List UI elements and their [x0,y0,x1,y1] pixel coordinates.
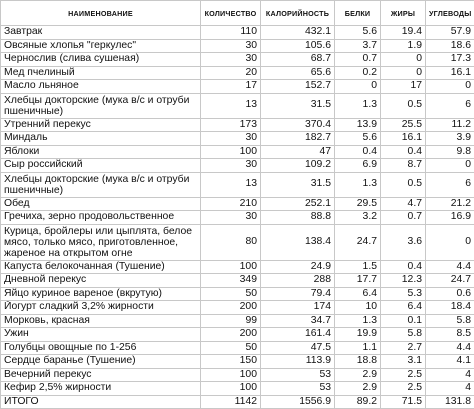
cell-calories: 34.7 [261,314,335,328]
cell-protein: 2.9 [335,368,381,382]
cell-carbs: 131.8 [426,395,474,409]
cell-name: Яблоки [1,145,201,159]
cell-carbs: 0 [426,224,474,260]
cell-calories: 182.7 [261,132,335,146]
header-carbs: УГЛЕВОДЫ [426,1,474,26]
cell-protein: 5.6 [335,132,381,146]
table-row [1,260,474,274]
cell-fat: 6.4 [381,301,426,315]
cell-carbs: 4 [426,382,474,396]
table-row [1,355,474,369]
table-row [1,341,474,355]
cell-carbs: 5.8 [426,314,474,328]
cell-quantity: 110 [201,26,261,40]
table-row [1,118,474,132]
cell-fat: 0.1 [381,314,426,328]
cell-name: Гречиха, зерно продовольственное [1,211,201,225]
cell-quantity: 100 [201,260,261,274]
cell-carbs: 11.2 [426,118,474,132]
cell-protein: 3.2 [335,211,381,225]
cell-fat: 12.3 [381,274,426,288]
cell-protein: 0.7 [335,53,381,67]
cell-name: Чернослив (слива сушеная) [1,53,201,67]
cell-name: Миндаль [1,132,201,146]
cell-fat: 0 [381,66,426,80]
cell-name: Ужин [1,328,201,342]
cell-calories: 53 [261,382,335,396]
cell-calories: 152.7 [261,80,335,94]
cell-protein: 1.5 [335,260,381,274]
cell-quantity: 80 [201,224,261,260]
cell-name: Завтрак [1,26,201,40]
table-row [1,314,474,328]
cell-name: Кефир 2,5% жирности [1,382,201,396]
cell-protein: 1.3 [335,314,381,328]
cell-protein: 13.9 [335,118,381,132]
cell-name: Мед пчелиный [1,66,201,80]
cell-quantity: 50 [201,287,261,301]
cell-carbs: 9.8 [426,145,474,159]
table-row [1,26,474,40]
cell-protein: 17.7 [335,274,381,288]
cell-carbs: 0.6 [426,287,474,301]
cell-carbs: 6 [426,172,474,197]
cell-carbs: 4.4 [426,260,474,274]
table-row [1,80,474,94]
cell-carbs: 3.9 [426,132,474,146]
cell-name: Хлебцы докторские (мука в/с и отруби пшеничные) [1,93,201,118]
cell-name: Утренний перекус [1,118,201,132]
cell-protein: 6.9 [335,159,381,173]
cell-quantity: 100 [201,382,261,396]
cell-calories: 432.1 [261,26,335,40]
cell-protein: 5.6 [335,26,381,40]
cell-fat: 0.7 [381,211,426,225]
cell-fat: 19.4 [381,26,426,40]
cell-calories: 65.6 [261,66,335,80]
cell-carbs: 4.4 [426,341,474,355]
cell-calories: 105.6 [261,39,335,53]
cell-calories: 113.9 [261,355,335,369]
cell-protein: 1.3 [335,93,381,118]
cell-calories: 161.4 [261,328,335,342]
cell-quantity: 20 [201,66,261,80]
header-calories: КАЛОРИЙНОСТЬ [261,1,335,26]
cell-quantity: 50 [201,341,261,355]
cell-quantity: 210 [201,197,261,211]
cell-quantity: 349 [201,274,261,288]
table-row [1,66,474,80]
cell-quantity: 30 [201,211,261,225]
header-row [1,1,474,26]
cell-fat: 8.7 [381,159,426,173]
table-row [1,132,474,146]
cell-quantity: 30 [201,159,261,173]
cell-quantity: 100 [201,145,261,159]
cell-quantity: 30 [201,132,261,146]
table-row [1,145,474,159]
cell-calories: 370.4 [261,118,335,132]
cell-carbs: 0 [426,80,474,94]
cell-quantity: 100 [201,368,261,382]
table-row [1,274,474,288]
cell-name: Сердце баранье (Тушение) [1,355,201,369]
cell-protein: 29.5 [335,197,381,211]
cell-protein: 24.7 [335,224,381,260]
table-row [1,93,474,118]
cell-name: Дневной перекус [1,274,201,288]
table-row [1,172,474,197]
cell-name: ИТОГО [1,395,201,409]
cell-quantity: 150 [201,355,261,369]
cell-calories: 68.7 [261,53,335,67]
cell-protein: 0 [335,80,381,94]
cell-carbs: 6 [426,93,474,118]
cell-protein: 0.2 [335,66,381,80]
cell-quantity: 200 [201,301,261,315]
table-row [1,382,474,396]
cell-carbs: 4.1 [426,355,474,369]
cell-fat: 2.7 [381,341,426,355]
cell-calories: 31.5 [261,172,335,197]
cell-carbs: 4 [426,368,474,382]
cell-fat: 0.4 [381,145,426,159]
cell-name: Вечерний перекус [1,368,201,382]
cell-quantity: 30 [201,53,261,67]
cell-carbs: 16.9 [426,211,474,225]
cell-fat: 17 [381,80,426,94]
cell-name: Масло льняное [1,80,201,94]
table-row [1,301,474,315]
table-row [1,197,474,211]
cell-fat: 5.3 [381,287,426,301]
table-row [1,368,474,382]
cell-name: Сыр российский [1,159,201,173]
cell-quantity: 17 [201,80,261,94]
cell-calories: 109.2 [261,159,335,173]
table-row [1,287,474,301]
cell-protein: 0.4 [335,145,381,159]
table-row [1,328,474,342]
cell-calories: 252.1 [261,197,335,211]
cell-fat: 3.1 [381,355,426,369]
cell-quantity: 1142 [201,395,261,409]
cell-name: Йогурт сладкий 3,2% жирности [1,301,201,315]
cell-calories: 47 [261,145,335,159]
cell-carbs: 16.1 [426,66,474,80]
header-name: НАИМЕНОВАНИЕ [1,1,201,26]
cell-calories: 79.4 [261,287,335,301]
cell-quantity: 13 [201,172,261,197]
cell-fat: 16.1 [381,132,426,146]
cell-carbs: 21.2 [426,197,474,211]
cell-carbs: 18.4 [426,301,474,315]
cell-fat: 2.5 [381,368,426,382]
cell-fat: 0 [381,53,426,67]
cell-carbs: 24.7 [426,274,474,288]
cell-carbs: 8.5 [426,328,474,342]
cell-protein: 19.9 [335,328,381,342]
cell-protein: 10 [335,301,381,315]
cell-protein: 18.8 [335,355,381,369]
table-row [1,53,474,67]
cell-quantity: 30 [201,39,261,53]
cell-protein: 1.3 [335,172,381,197]
cell-calories: 24.9 [261,260,335,274]
cell-calories: 138.4 [261,224,335,260]
cell-calories: 288 [261,274,335,288]
cell-name: Курица, бройлеры или цыплята, белое мясо, только мясо, приготовленное, жареное на открытом огне [1,224,201,260]
cell-carbs: 0 [426,159,474,173]
cell-quantity: 173 [201,118,261,132]
cell-name: Капуста белокочанная (Тушение) [1,260,201,274]
cell-calories: 174 [261,301,335,315]
cell-fat: 25.5 [381,118,426,132]
cell-calories: 31.5 [261,93,335,118]
cell-protein: 89.2 [335,395,381,409]
cell-protein: 6.4 [335,287,381,301]
cell-fat: 0.5 [381,172,426,197]
cell-carbs: 57.9 [426,26,474,40]
cell-calories: 53 [261,368,335,382]
cell-carbs: 18.6 [426,39,474,53]
cell-calories: 88.8 [261,211,335,225]
cell-quantity: 13 [201,93,261,118]
cell-fat: 0.5 [381,93,426,118]
header-quantity: КОЛИЧЕСТВО [201,1,261,26]
table-row [1,39,474,53]
cell-protein: 3.7 [335,39,381,53]
header-fat: ЖИРЫ [381,1,426,26]
table-row [1,211,474,225]
cell-name: Яйцо куриное вареное (вкрутую) [1,287,201,301]
cell-fat: 5.8 [381,328,426,342]
header-protein: БЕЛКИ [335,1,381,26]
cell-calories: 1556.9 [261,395,335,409]
cell-name: Хлебцы докторские (мука в/с и отруби пшеничные) [1,172,201,197]
cell-name: Морковь, красная [1,314,201,328]
cell-carbs: 17.3 [426,53,474,67]
cell-name: Голубцы овощные по 1-256 [1,341,201,355]
cell-protein: 2.9 [335,382,381,396]
cell-fat: 0.4 [381,260,426,274]
cell-name: Овсяные хлопья "геркулес" [1,39,201,53]
cell-protein: 1.1 [335,341,381,355]
cell-fat: 1.9 [381,39,426,53]
cell-calories: 47.5 [261,341,335,355]
table-row [1,224,474,260]
cell-quantity: 99 [201,314,261,328]
table-row [1,159,474,173]
cell-fat: 3.6 [381,224,426,260]
cell-quantity: 200 [201,328,261,342]
cell-name: Обед [1,197,201,211]
cell-fat: 71.5 [381,395,426,409]
cell-fat: 4.7 [381,197,426,211]
cell-fat: 2.5 [381,382,426,396]
